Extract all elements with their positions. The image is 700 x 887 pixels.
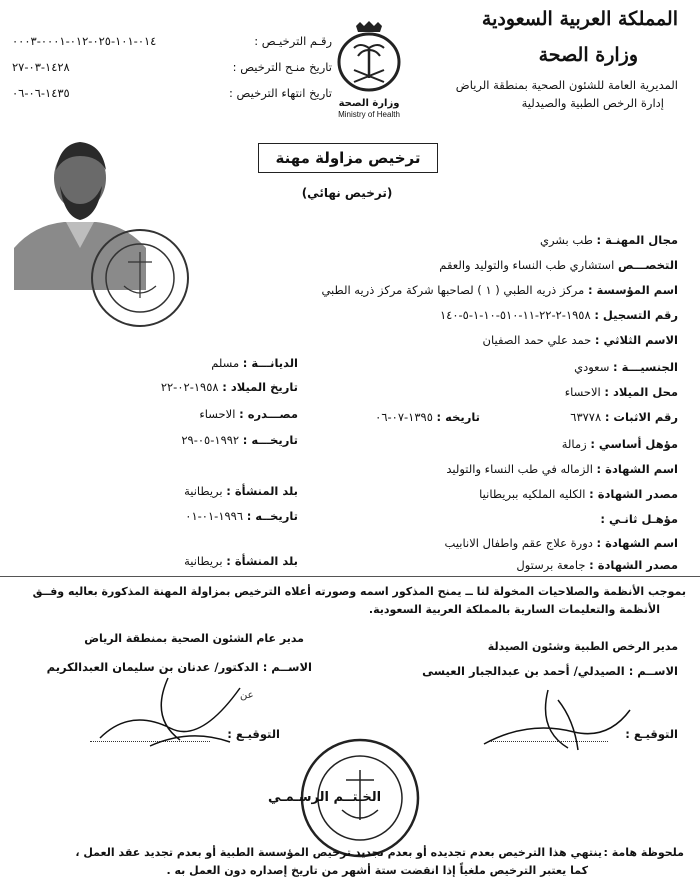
cert1-date-value: ١٩٩٦-٠١-٠١	[185, 509, 244, 523]
expiry-date-row	[12, 80, 332, 106]
note-line-2: كما يعتبر الترخيص ملغياً إذا انقضت ستة أشهر من تاريخ إصداره دون العمل به .	[166, 864, 588, 877]
document-subtitle: (ترخيص نهائي)	[301, 186, 393, 200]
logo-english: Ministry of Health	[338, 110, 400, 119]
id-issue-value: الاحساء	[199, 407, 236, 421]
id-date2-value: ١٩٩٢-٠٥-٢٩	[181, 433, 240, 447]
id-issue-row	[199, 407, 298, 421]
statement-line-2: الأنظمة والتعليمات السارية بالمملكة العربية السعودية.	[368, 603, 660, 616]
institution-value: مركز ذريه الطبي ( ١ ) لصاحبها شركة مركز ذريه الطبي	[321, 283, 585, 297]
id-date2-label: تاريخـــه :	[242, 433, 298, 447]
cert1-source-value: الكليه الملكيه ببريطانيا	[479, 487, 586, 501]
left-signatory-name: الدكتور/ عدنان بن سليمان العبدالكريم	[46, 660, 259, 674]
institution-label: اسم المؤسسة :	[587, 283, 678, 297]
id-number-row	[570, 410, 678, 424]
department-name: إدارة الرخص الطبية والصيدلية	[521, 96, 664, 110]
license-number-label: رقـم الترخيـص :	[254, 34, 332, 48]
cert1-name-label: اسم الشهادة :	[596, 462, 678, 476]
photo-stamp	[88, 226, 192, 330]
right-sign-label: التوقيـع :	[625, 727, 678, 741]
logo-arabic: وزارة الصحة	[338, 98, 400, 109]
cert2-country-row	[184, 554, 298, 568]
right-signatory-name-label: الاســم :	[628, 664, 678, 678]
cert1-country-row	[184, 484, 298, 498]
right-signatory-name-row	[422, 664, 678, 678]
id-date-value: ١٣٩٥-٠٧-٠٦	[375, 410, 433, 424]
grant-date-value: ١٤٢٨-٠٣-٢٧	[12, 60, 70, 74]
cert2-name-value: دورة علاج عقم واطفال الانابيب	[444, 536, 593, 550]
birth-place-value: الاحساء	[564, 385, 601, 399]
cert1-country-value: بريطانية	[184, 484, 223, 498]
cert2-source-value: جامعة برستول	[516, 558, 586, 572]
nationality-value: سعودي	[574, 360, 610, 374]
birth-date-row	[161, 380, 298, 394]
name-label: الاسم الثلاثي :	[594, 333, 678, 347]
religion-value: مسلم	[211, 356, 240, 370]
profession-value: طب بشري	[539, 233, 593, 247]
specialty-label: التخصـــص	[617, 258, 678, 272]
right-signatory-title: مدير الرخص الطبية وشئون الصيدلة	[487, 640, 678, 653]
kingdom-title: المملكة العربية السعودية	[481, 8, 678, 30]
left-sign-label: التوقيـع :	[227, 727, 280, 741]
birth-date-value: ١٩٥٨-٠٢-٢٢	[160, 380, 219, 394]
id-date-label: تاريخه :	[436, 410, 480, 424]
left-signatory-title: مدير عام الشئون الصحية بمنطقة الرياض	[84, 632, 304, 645]
statement-line-1: بموجب الأنظمة والصلاحيات المخولة لنا ــ يمنح المذكور اسمه وصورته أعلاه الترخيص بمزاولة المهنة المذكورة بعاليه وفــق	[32, 585, 686, 598]
institution-row	[321, 283, 678, 297]
nationality-row	[574, 360, 678, 374]
left-signatory-name-label: الاســم :	[262, 660, 312, 674]
birth-place-label: محل الميلاد :	[604, 385, 678, 399]
cert1-date-label: تاريخــه :	[246, 509, 298, 523]
religion-row	[211, 356, 298, 370]
license-info	[12, 28, 332, 106]
id-number-label: رقم الاثبات :	[604, 410, 678, 424]
qualification1-label: مؤهل أساسي :	[590, 437, 678, 451]
document-title: ترخيص مزاولة مهنة	[258, 143, 438, 173]
birth-place-row	[565, 385, 678, 399]
section-divider	[0, 576, 700, 577]
cert1-name-value: الزماله في طب النساء والتوليد	[446, 462, 593, 476]
grant-date-label: تاريخ منـح الترخيص :	[232, 60, 332, 74]
cert2-country-label: بلد المنشأة :	[226, 554, 298, 568]
header-block	[438, 8, 678, 110]
cert1-country-label: بلد المنشأة :	[226, 484, 298, 498]
cert1-source-row	[479, 487, 678, 501]
cert2-name-label: اسم الشهادة :	[596, 536, 678, 550]
cert1-name-row	[446, 462, 678, 476]
id-number-value: ٦٣٧٧٨	[570, 410, 602, 424]
name-value: حمد علي حمد الصفيان	[482, 333, 592, 347]
id-date2-row	[181, 433, 298, 447]
birth-date-label: تاريخ الميلاد :	[222, 380, 298, 394]
specialty-row	[439, 258, 678, 272]
expiry-date-value: ١٤٣٥-٠٦-٠٦	[12, 86, 70, 100]
right-signatory-name: الصيدلي/ أحمد بن عبدالجبار العيسى	[422, 664, 625, 678]
qualification1-value: زمالة	[561, 437, 587, 451]
qualification1-row	[562, 437, 678, 451]
registration-row	[440, 308, 678, 322]
seal-label: الخـتــم الرسـمـي	[268, 790, 382, 805]
id-date-row	[375, 410, 480, 424]
right-signature	[478, 680, 638, 764]
note-label: ملحوظة هامة :	[603, 846, 684, 859]
note-line-1: ينتهي هذا الترخيص بعدم تجديده أو بعدم تجديد ترخيص المؤسسة الطبية أو بعدم تجديد عقد العمل ،	[75, 846, 602, 859]
nationality-label: الجنسيـــة :	[612, 360, 678, 374]
ministry-logo	[324, 20, 414, 120]
id-issue-label: مصـــدره :	[239, 407, 298, 421]
profession-row	[540, 233, 678, 247]
specialty-value: استشاري طب النساء والتوليد والعقم	[439, 258, 615, 272]
religion-label: الديانـــة :	[242, 356, 298, 370]
qualification2-row	[600, 512, 678, 526]
registration-label: رقم التسجيل :	[594, 308, 678, 322]
name-row	[483, 333, 678, 347]
cert2-name-row	[445, 536, 678, 550]
profession-label: مجال المهنـة :	[596, 233, 678, 247]
grant-date-row	[12, 54, 332, 80]
cert2-country-value: بريطانية	[184, 554, 223, 568]
cert2-source-row	[516, 558, 678, 572]
svg-text:عن: عن	[240, 690, 254, 701]
license-number-row	[12, 28, 332, 54]
cert1-source-label: مصدر الشهادة :	[589, 487, 678, 501]
expiry-date-label: تاريخ انتهاء الترخيص :	[229, 86, 332, 100]
registration-value: ١٩٥٨-٢-٢٢-١١-٥١٠-١٠-١-٥-١٤٠	[439, 308, 591, 322]
cert1-date-row	[185, 509, 298, 523]
directorate-name: المديرية العامة للشئون الصحية بمنطقة الرياض	[455, 78, 678, 92]
ministry-title: وزارة الصحة	[538, 44, 638, 66]
cert2-source-label: مصدر الشهادة :	[589, 558, 678, 572]
license-number-value: ٠١٤-١٠١-٠٢٥-٠١٢-٠٠٠١-٠٠٠٣	[12, 34, 157, 48]
qualification2-label: مؤهـل ثانـي :	[600, 512, 678, 526]
